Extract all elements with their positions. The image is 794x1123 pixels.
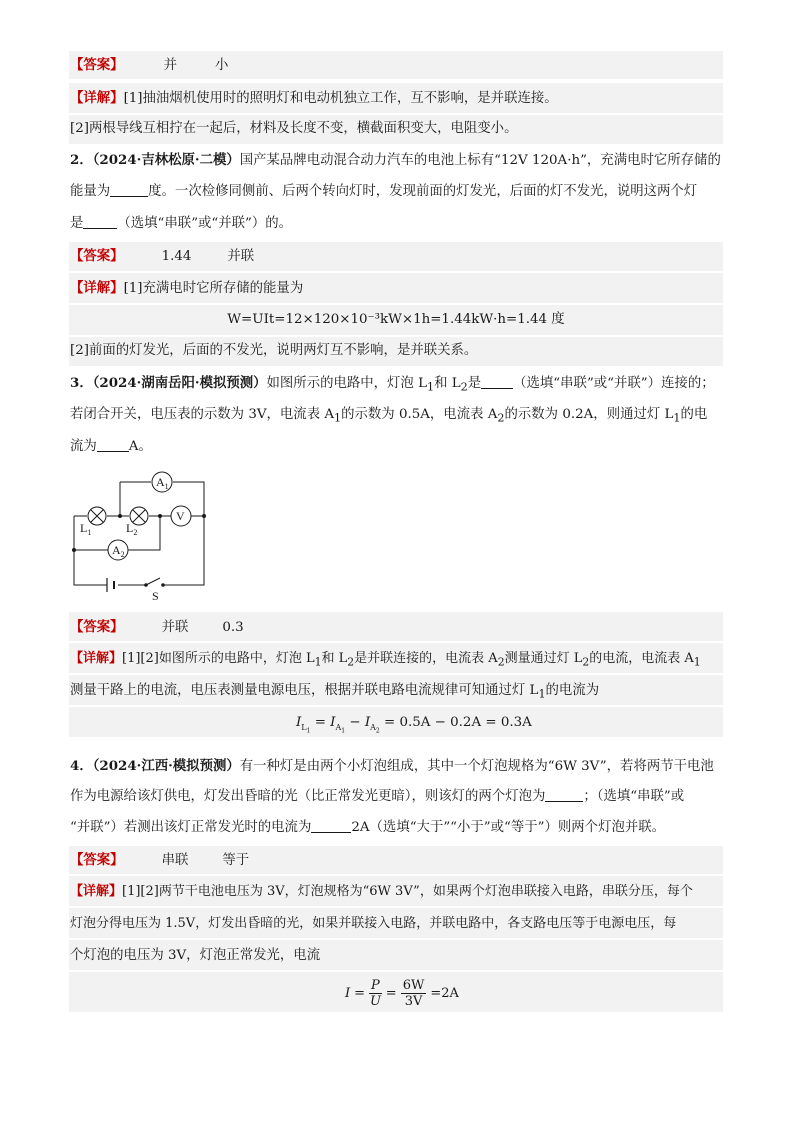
q4-number: 4． xyxy=(70,758,93,774)
a1-label: $A_1$ xyxy=(156,475,169,491)
q2-equation xyxy=(69,310,723,330)
junction-dot xyxy=(202,514,206,518)
q4-answer-2: 等于 xyxy=(222,853,250,868)
q4-eq-equals: = xyxy=(354,985,366,1001)
detail-label: 【详解】 xyxy=(70,884,123,899)
detail-label: 【详解】 xyxy=(70,280,124,296)
answer-label: 【答案】 xyxy=(70,57,124,73)
q4-detail-text-1: [1][2]两节干电池电压为 3V，灯泡规格为“6W 3V”，如果两个灯泡串联接入电路，串联分压，每个 xyxy=(122,884,693,899)
detail-label: 【详解】 xyxy=(70,651,123,666)
q2-answer-1: 1.44 xyxy=(161,249,192,264)
q3-equation: $I_{L_1} = I_{A_1} - I_{A_2} = 0.5A - 0.2A = 0.3A$ xyxy=(296,715,532,735)
q2-question-line-3 xyxy=(70,214,292,234)
q3-detail-2b: 的电流为 xyxy=(545,683,600,698)
l2-label: $L_2$ xyxy=(126,521,138,537)
q3-text-2a: 若闭合开关，电压表的示数为 3V，电流表 A xyxy=(70,407,335,422)
q4-answer-1: 串联 xyxy=(161,853,189,868)
q4-question-line-1 xyxy=(70,756,714,777)
l1-label: $L_1$ xyxy=(80,521,92,537)
q3-number: 3． xyxy=(70,375,93,391)
q2-text-3a: 是 xyxy=(70,216,84,231)
q3-text-2d: 的电 xyxy=(680,407,708,422)
q3-text-2b: 的示数为 0.5A，电流表 A xyxy=(341,407,498,422)
q3-detail-1a: [1][2]如图所示的电路中，灯泡 L xyxy=(122,651,315,666)
q3-question-line-3 xyxy=(70,437,152,457)
q4-fraction-pu xyxy=(369,978,382,1009)
q4-source: （2024·江西·模拟预测） xyxy=(92,758,240,774)
junction-dot xyxy=(72,548,76,552)
detail-label: 【详解】 xyxy=(70,90,124,106)
q4-blank-2 xyxy=(311,818,351,833)
q4-text-2b: ；（选填“串联”或 xyxy=(583,789,685,804)
junction-dot xyxy=(118,514,122,518)
q3-detail-line-2: 测量干路上的电流，电压表测量电源电压，根据并联电路电流规律可知通过灯 $L_1$的电流为 xyxy=(70,683,600,701)
q4-eq-6w: 6W xyxy=(402,977,425,993)
q3-detail-1c: 是并联连接的，电流表 A xyxy=(354,651,498,666)
answer-label: 【答案】 xyxy=(70,248,124,264)
answer-label: 【答案】 xyxy=(70,619,124,635)
q3-text-3b: A。 xyxy=(128,439,152,454)
q2-blank-1 xyxy=(110,182,148,197)
q3-question-line-2: 若闭合开关，电压表的示数为 3V，电流表 $A_1$的示数为 0.5A，电流表 $A_2$的示数为 0.2A，则通过灯 $L_1$的电 xyxy=(70,407,708,425)
q4-eq-p: P xyxy=(371,977,380,993)
a2-label: $A_2$ xyxy=(112,543,125,559)
q4-blank-1 xyxy=(545,787,583,802)
q3-detail-line-1: 【详解】[1][2]如图所示的电路中，灯泡 $L_1$和 $L_2$是并联连接的，电流表 $A_2$测量通过灯 $L_2$的电流，电流表 $A_1$ xyxy=(70,651,701,669)
q4-equation xyxy=(345,975,459,1011)
q1-answer-line xyxy=(70,55,228,76)
q3-answer-line xyxy=(70,617,244,638)
q4-detail-line-3: 个灯泡的电压为 3V，灯泡正常发光，电流 xyxy=(70,948,321,963)
q3-answer-1: 并联 xyxy=(161,620,189,635)
v-label: V xyxy=(176,509,185,523)
q2-blank-2 xyxy=(83,214,117,229)
q4-eq-result: =2A xyxy=(430,985,459,1001)
q3-detail-2a: 测量干路上的电流，电压表测量电源电压，根据并联电路电流规律可知通过灯 L xyxy=(70,683,539,698)
q2-answer-line xyxy=(70,246,254,267)
q3-text-1a: 如图所示的电路中，灯泡 L xyxy=(266,376,427,391)
q3-detail-1e: 的电流，电流表 A xyxy=(589,651,694,666)
answer-label: 【答案】 xyxy=(70,852,124,868)
q2-text-3b: （选填“串联”或“并联”）的。 xyxy=(117,216,293,231)
q2-text-2b: 度。一次检修同侧前、后两个转向灯时，发现前面的灯发光，后面的灯不发光，说明这两个灯 xyxy=(148,184,698,199)
q4-answer-line xyxy=(70,850,249,871)
q2-text-2a: 能量为 xyxy=(70,184,111,199)
q1-detail-line-2: [2]两根导线互相拧在一起后，材料及长度不变，横截面积变大，电阻变小。 xyxy=(70,121,518,136)
q3-detail-1b: 和 L xyxy=(321,651,348,666)
switch-icon xyxy=(146,578,160,585)
q1-answer-1: 并 xyxy=(163,58,177,73)
q2-text-1: 国产某品牌电动混合动力汽车的电池上标有“12V 120A·h”，充满电时它所存储的 xyxy=(239,153,721,168)
s-label: S xyxy=(152,589,159,603)
q2-answer-2: 并联 xyxy=(227,249,255,264)
q1-answer-2: 小 xyxy=(214,58,229,73)
q4-eq-u: U xyxy=(369,993,381,1009)
q2-question-line-1 xyxy=(70,150,721,171)
q3-blank-2 xyxy=(97,437,129,452)
q3-text-1b: 和 L xyxy=(434,376,461,391)
q2-detail-line-1 xyxy=(70,278,303,299)
q4-question-line-2 xyxy=(70,787,684,807)
q4-question-line-3 xyxy=(70,818,665,838)
q2-equation-text: W=UIt=12×120×10⁻³kW×1h=1.44kW·h=1.44 度 xyxy=(227,312,565,327)
wire xyxy=(163,516,204,585)
q4-text-2a: 作为电源给该灯供电，灯发出昏暗的光（比正常发光更暗），则该灯的两个灯泡为 xyxy=(70,789,546,804)
q2-detail-text-1: [1]充满电时它所存储的能量为 xyxy=(123,281,304,296)
q4-eq-equals-2: = xyxy=(385,985,397,1001)
q3-text-1d: （选填“串联”或“并联”）连接的； xyxy=(513,376,715,391)
q4-text-3a: “并联”）若测出该灯正常发光时的电流为 xyxy=(70,820,312,835)
q2-detail-line-2: [2]前面的灯发光，后面的不发光，说明两灯互不影响，是并联关系。 xyxy=(70,343,478,358)
q4-eq-i: I xyxy=(345,985,351,1001)
q1-detail-text-1: [1]抽油烟机使用时的照明灯和电动机独立工作，互不影响，是并联连接。 xyxy=(123,91,558,106)
q4-detail-line-1 xyxy=(70,882,693,902)
q3-question-line-1: 3．（2024·湖南岳阳·模拟预测）如图所示的电路中，灯泡 $L_1$和 $L_2$是 （选填“串联”或“并联”）连接的； xyxy=(70,375,715,394)
q3-blank-1 xyxy=(481,374,513,389)
q3-text-2c: 的示数为 0.2A，则通过灯 L xyxy=(504,407,674,422)
junction-dot xyxy=(158,514,162,518)
q3-answer-2: 0.3 xyxy=(222,620,244,635)
circuit-diagram xyxy=(68,468,213,603)
q3-text-3a: 流为 xyxy=(70,439,97,454)
q2-source: （2024·吉林松原·二模） xyxy=(92,152,240,168)
q1-detail-line-1 xyxy=(70,88,558,109)
q3-source: （2024·湖南岳阳·模拟预测） xyxy=(92,375,267,391)
q4-eq-3v: 3V xyxy=(404,993,423,1009)
q4-fraction-values xyxy=(401,978,427,1009)
q2-question-line-2 xyxy=(70,182,697,202)
q2-number: 2． xyxy=(70,152,93,168)
q3-text-1c: 是 xyxy=(467,376,482,391)
q4-text-1: 有一种灯是由两个小灯泡组成，其中一个灯泡规格为“6W 3V”，若将两节干电池 xyxy=(239,759,714,774)
q4-text-3b: 2A（选填“大于”“小于”或“等于”）则两个灯泡并联。 xyxy=(351,820,666,835)
q3-detail-1d: 测量通过灯 L xyxy=(504,651,583,666)
q4-detail-line-2: 灯泡分得电压为 1.5V，灯发出昏暗的光，如果并联接入电路，并联电路中，各支路电压等于电源电压，每 xyxy=(70,916,677,931)
q3-equation-result: = 0.5A − 0.2A = 0.3A xyxy=(383,715,532,730)
